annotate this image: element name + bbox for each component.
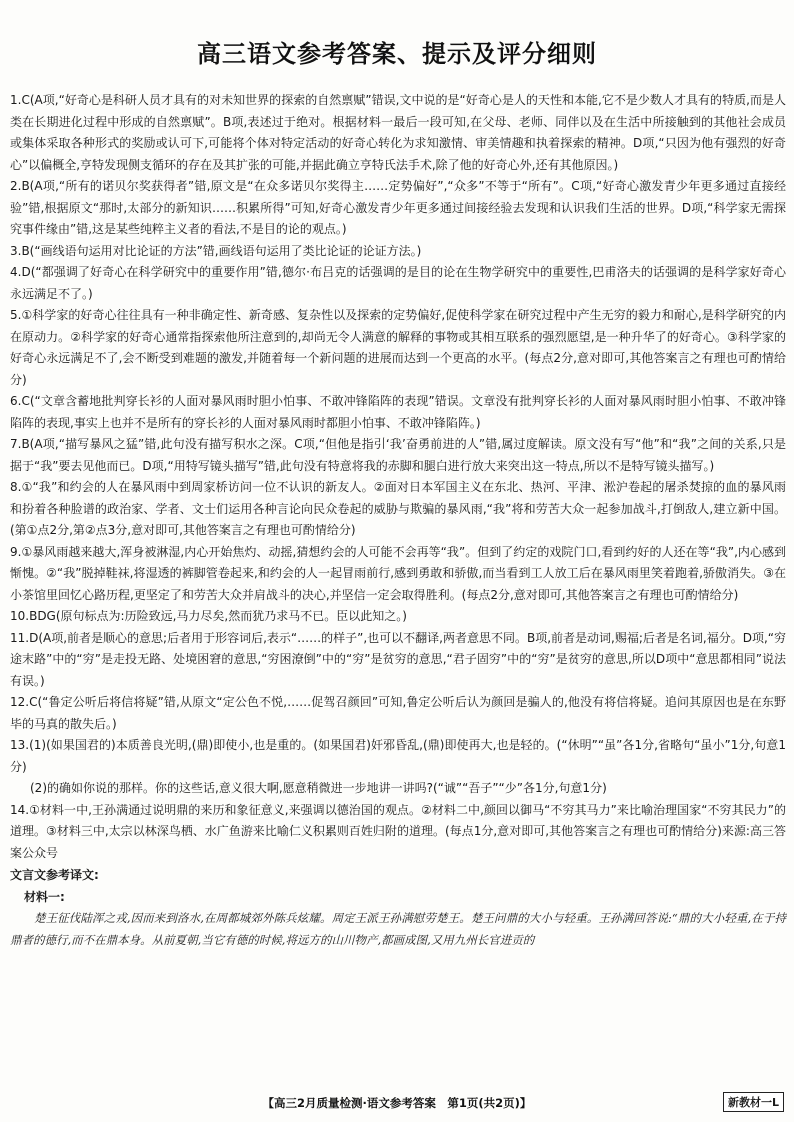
answer-item-9: 9.①暴风雨越来越大,浑身被淋湿,内心开始焦灼、动摇,猜想约会的人可能不会再等“我”。但到了约定的戏院门口,看到约好的人还在等“我”,内心感到惭愧。②“我”脱掉鞋袜,将湿透的裤脚管卷起来,和约会的人一起冒雨前行,感到勇敢和骄傲,而当看到工人放工后在暴风雨里笑着跑着,骄傲消失。③在小茶馆里回忆心路历程,更坚定了和劳苦大众并肩战斗的决心,并坚信一定会取得胜利。(每点2分,意对即可,其他答案言之有理也可酌情给分) — [10, 544, 786, 602]
answer-item-8: 8.①“我”和约会的人在暴风雨中到周家桥访问一位不认识的新友人。②面对日本军国主义在东北、热河、平津、淞沪卷起的屠杀焚掠的血的暴风雨和扮着各种脸谱的政治家、学者、文士们运用各种言论向民众卷起的威胁与欺骗的暴风雨,“我”将和劳苦大众一起参加战斗,打倒敌人,建立新中国。(第①点2分,第②点3分,意对即可,其他答案言之有理也可酌情给分) — [10, 480, 786, 537]
answer-item-1: 1.C(A项,“好奇心是科研人员才具有的对未知世界的探索的自然禀赋”错误,文中说的是“好奇心是人的天性和本能,它不是少数人才具有的特质,而是人类在长期进化过程中形成的自然禀赋”。B项,表述过于绝对。根据材料一最后一段可知,在父母、老师、同伴以及在生活中所接触到的其他社会成员或集体采取各种形式的奖励或认可下,可能将个体对特定活动的好奇心转化为求知激情、审美情趣和执着探索的精神。D项,“只因为他有强烈的好奇心”以偏概全,亨特发现侧支循环的存在及其扩张的可能,并据此确立亨特氏法手术,除了他的好奇心外,还有其他原因。) — [10, 93, 786, 172]
answer-item-13-part-2: (2)的确如你说的那样。你的这些话,意义很大啊,愿意稍微进一步地讲一讲吗?(“诚”“吾子”“少”各1分,句意1分) — [30, 781, 607, 795]
answer-item-7: 7.B(A项,“描写暴风之猛”错,此句没有描写积水之深。C项,“但他是指引‘我’奋勇前进的人”错,属过度解读。原文没有写“他”和“我”之间的关系,只是据于“我”要去见他而已。D项,“用特写镜头描写”错,此句没有特意将我的赤脚和腿白进行放大来突出这一特点,所以不是特写镜头描写。) — [10, 437, 786, 473]
answer-content — [10, 90, 786, 951]
translation-section-title: 文言文参考译文: — [10, 868, 99, 882]
answer-item-3: 3.B(“画线语句运用对比论证的方法”错,画线语句运用了类比论证的论证方法。) — [10, 243, 422, 258]
answer-item-11: 11.D(A项,前者是顺心的意思;后者用于形容词后,表示“……的样子”,也可以不翻译,两者意思不同。B项,前者是动词,赐福;后者是名词,福分。D项,“穷途末路”中的“穷”是走投无路、处境困窘的意思,“穷困潦倒”中的“穷”是贫穷的意思,“君子固穷”中的“穷”是贫穷的意思,所以D项中“意思都相同”说法有误。) — [10, 630, 786, 688]
answer-item-10: 10.BDG(原句标点为:历险致远,马力尽矣,然而犹乃求马不已。臣以此知之。) — [10, 609, 407, 623]
answer-item-12: 12.C(“鲁定公听后将信将疑”错,从原文“定公色不悦,……促驾召颜回”可知,鲁定公听后认为颜回是骗人的,他没有将信将疑。追问其原因也是在东野毕的马真的散失后。) — [10, 695, 786, 731]
answer-item-14: 14.①材料一中,王孙满通过说明鼎的来历和象征意义,来强调以德治国的观点。②材料二中,颜回以御马“不穷其马力”来比喻治理国家“不穷其民力”的道理。③材料三中,太宗以林深鸟栖、水广鱼游来比喻仁义积累则百姓归附的道理。(每点1分,意对即可,其他答案言之有理也可酌情给分)来源:高三答案公众号 — [10, 802, 786, 860]
answer-item-13: 13.(1)(如果国君的)本质善良光明,(鼎)即使小,也是重的。(如果国君)奸邪昏乱,(鼎)即使再大,也是轻的。(“休明”“虽”各1分,省略句“虽小”1分,句意1分) — [10, 738, 786, 774]
answer-item-2: 2.B(A项,“所有的诺贝尔奖获得者”错,原文是“在众多诺贝尔奖得主……定势偏好”,“众多”不等于“所有”。C项,“好奇心激发青少年更多通过直接经验”错,根据原文“那时,太部分的新知识……积累所得”可知,好奇心激发青少年更多通过间接经验去发现和认识我们生活的世界。D项,“科学家无需探究事件缘由”错,这是某些纯粹主义者的看法,不是目的论的观点。) — [10, 179, 786, 236]
answer-item-4: 4.D(“都强调了好奇心在科学研究中的重要作用”错,德尔·布吕克的话强调的是目的论在生物学研究中的重要性,巴甫洛夫的话强调的是科学家好奇心永远满足不了。) — [10, 265, 786, 301]
answer-item-5: 5.①科学家的好奇心往往具有一种非确定性、新奇感、复杂性以及探索的定势偏好,促使科学家在研究过程中产生无穷的毅力和耐心,是科学研究的内在原动力。②科学家的好奇心通常指探索他所注意到的,却尚无令人满意的解释的事物或其相互联系的强烈愿望,是一种升华了的好奇心。③科学家的好奇心永远满足不了,会不断受到难题的激发,并随着每一个新问题的进展而达到一个更高的水平。(每点2分,意对即可,其他答案言之有理也可酌情给分) — [10, 308, 786, 387]
edition-badge: 新教材一L — [723, 1092, 784, 1112]
material-one-title: 材料一: — [24, 889, 65, 904]
translation-text: 楚王征伐陆浑之戎,因而来到洛水,在周都城郊外陈兵炫耀。周定王派王孙满慰劳楚王。楚王问鼎的大小与轻重。王孙满回答说:“鼎的大小轻重,在于持鼎者的德行,而不在鼎本身。从前夏朝,当它有德的时候,将远方的山川物产,都画成图,又用九州长官进贡的 — [10, 911, 786, 947]
page-title: 高三语文参考答案、提示及评分细则 — [197, 39, 597, 68]
answer-item-6: 6.C(“文章含蓄地批判穿长衫的人面对暴风雨时胆小怕事、不敢冲锋陷阵的表现”错误。文章没有批判穿长衫的人面对暴风雨时胆小怕事、不敢冲锋陷阵的表现,事实上也并不是所有的穿长衫的人面对暴风雨时都胆小怕事、不敢冲锋陷阵。) — [10, 394, 786, 430]
page-footer: 【高三2月质量检测·语文参考答案 第1页(共2页)】 — [262, 1096, 532, 1110]
